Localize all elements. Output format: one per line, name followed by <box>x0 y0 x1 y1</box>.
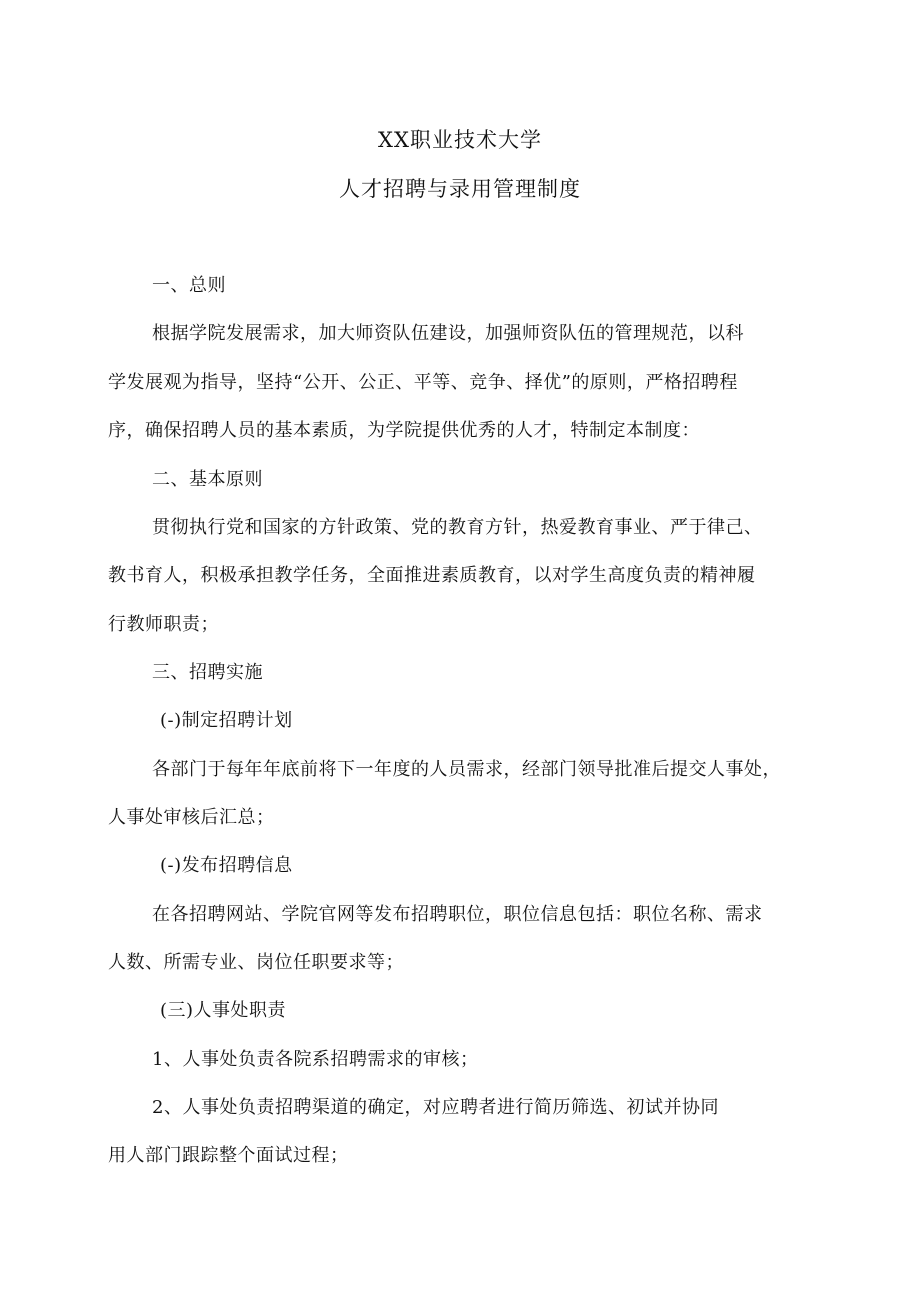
paragraph-line: 行教师职责； <box>108 614 219 635</box>
paragraph-line: 各部门于每年年底前将下一年度的人员需求，经部门领导批准后提交人事处， <box>152 759 781 780</box>
section-heading-general: 一、总则 <box>152 275 226 296</box>
paragraph-line: 贯彻执行党和国家的方针政策、党的教育方针，热爱教育事业、严于律己、 <box>152 517 763 538</box>
paragraph-line: 序，确保招聘人员的基本素质，为学院提供优秀的人才，特制定本制度： <box>108 420 700 441</box>
document-title-school: XX职业技术大学 <box>378 128 542 152</box>
subsection-heading-hr-duties: (三)人事处职责 <box>160 1000 287 1021</box>
section-heading-implementation: 三、招聘实施 <box>152 662 263 683</box>
paragraph-line: 学发展观为指导，坚持“公开、公正、平等、竞争、择优”的原则，严格招聘程 <box>108 372 738 393</box>
list-item: 1、人事处负责各院系招聘需求的审核； <box>152 1049 479 1070</box>
paragraph-line: 用人部门跟踪整个面试过程； <box>108 1145 349 1166</box>
subsection-heading-plan: (-)制定招聘计划 <box>160 710 293 731</box>
section-heading-principles: 二、基本原则 <box>152 469 263 490</box>
paragraph-line: 教书育人，积极承担教学任务，全面推进素质教育，以对学生高度负责的精神履 <box>108 565 756 586</box>
paragraph-line: 人事处审核后汇总； <box>108 807 275 828</box>
list-item: 2、人事处负责招聘渠道的确定，对应聘者进行简历筛选、初试并协同 <box>152 1097 719 1118</box>
document-title-regulation: 人才招聘与录用管理制度 <box>339 177 581 201</box>
paragraph-line: 人数、所需专业、岗位任职要求等； <box>108 952 404 973</box>
paragraph-line: 在各招聘网站、学院官网等发布招聘职位，职位信息包括：职位名称、需求 <box>152 904 763 925</box>
subsection-heading-publish: (-)发布招聘信息 <box>160 855 293 876</box>
paragraph-line: 根据学院发展需求，加大师资队伍建设，加强师资队伍的管理规范，以科 <box>152 323 744 344</box>
